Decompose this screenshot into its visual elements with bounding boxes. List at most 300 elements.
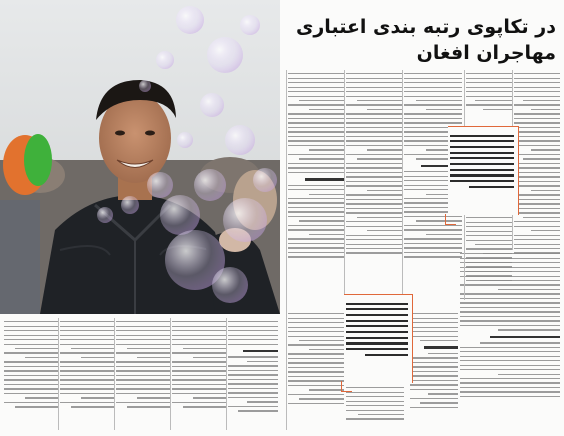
text-line [288,91,344,92]
text-line [228,370,278,371]
text-line [514,122,560,123]
text-line [346,82,402,83]
text-line [514,154,560,155]
column-divider [286,70,287,430]
text-line [346,208,402,209]
text-line [404,73,462,74]
text-line [460,320,560,321]
text-line [288,376,344,377]
text-line [116,375,170,376]
text-line [288,394,344,395]
text-line [460,311,560,312]
column-divider [58,318,59,430]
text-line [460,302,560,303]
text-line [288,207,344,208]
text-line [247,401,278,402]
text-line [514,176,560,177]
text-line [172,393,226,394]
text-line [410,389,458,390]
text-line [4,344,58,345]
text-line [4,326,58,327]
text-line [410,318,458,319]
text-line [60,393,114,394]
text-line [480,342,560,343]
text-line [71,348,114,349]
text-line [410,336,458,337]
text-line [410,375,458,376]
text-line [428,353,458,354]
text-line [410,327,458,328]
text-line [410,366,458,367]
text-line [288,318,344,319]
text-line [346,199,402,200]
headline-line-1: در تکاپوی رتبه بندی اعتباری [295,16,556,38]
text-line [4,402,58,403]
text-line [498,289,560,290]
text-line [4,388,58,389]
text-line [523,100,560,101]
text-line [466,82,512,83]
text-line [172,379,226,380]
text-line [466,78,512,79]
text-line [514,96,560,97]
text-line [288,118,344,119]
text-line [514,131,560,132]
text-line [288,104,344,105]
text-line [346,131,402,132]
text-line [228,383,278,384]
text-line [404,225,462,226]
text-line [346,248,402,249]
text-line [288,202,344,203]
text-line [116,321,170,322]
text-line [514,73,560,74]
text-line [127,406,170,407]
text-line [299,158,344,159]
text-line [228,339,278,340]
text-line [288,172,344,173]
text-line [410,331,458,332]
text-column [60,318,114,430]
text-line [60,375,114,376]
text-line [498,329,560,330]
text-line [346,212,402,213]
text-line [116,366,170,367]
text-line [460,307,560,308]
text-line [172,402,226,403]
text-line [4,321,58,322]
text-line [346,221,402,222]
text-line [172,375,226,376]
text-line [288,247,344,248]
text-line [426,234,462,235]
text-line [514,127,560,128]
text-line [346,401,404,402]
text-line [288,82,344,83]
text-line [172,366,226,367]
text-line [483,109,512,110]
text-column [288,70,344,302]
pull-quote-2 [344,294,413,383]
text-line [404,82,462,83]
text-line [346,96,402,97]
text-line [346,87,402,88]
text-line [460,351,560,352]
text-line [25,397,58,398]
text-line [460,360,560,361]
text-column [466,70,512,124]
text-line [288,211,344,212]
text-line [288,145,344,146]
text-line [309,149,344,150]
text-line [288,167,344,168]
text-line [71,406,114,407]
headline-line-2: مهاجران افغان [416,42,556,64]
text-line [288,154,344,155]
text-line [288,353,344,354]
text-line [346,145,402,146]
text-line [514,104,560,105]
text-line [60,370,114,371]
text-line [116,361,170,362]
text-line [404,122,462,123]
text-line [288,113,344,114]
text-line [346,113,402,114]
text-line [475,244,512,245]
text-line [4,384,58,385]
text-line [404,78,462,79]
text-line [460,262,560,263]
text-line [60,402,114,403]
text-line [288,140,344,141]
text-line [460,293,560,294]
text-line [531,190,560,191]
text-line [172,352,226,353]
text-line [346,239,402,240]
text-line [514,239,560,240]
text-column [346,70,402,302]
text-line [523,217,560,218]
text-line [346,405,404,406]
text-line [460,347,560,348]
text-line [60,366,114,367]
text-line [514,145,560,146]
subheading [424,346,458,348]
text-line [460,382,560,383]
text-line [466,222,512,223]
text-line [247,361,278,362]
subheading [243,350,278,352]
text-line [288,322,344,323]
text-line [172,339,226,340]
text-line [172,326,226,327]
text-line [410,371,458,372]
text-line [288,336,344,337]
text-line [367,190,402,191]
text-line [523,158,560,159]
text-line [514,208,560,209]
text-line [288,122,344,123]
text-line [288,96,344,97]
text-line [288,131,344,132]
text-line [367,109,402,110]
text-line [288,252,344,253]
text-line [137,357,170,358]
text-line [460,253,560,254]
text-line [410,362,458,363]
text-line [238,410,278,411]
text-line [172,344,226,345]
text-line [4,339,58,340]
text-line [514,185,560,186]
text-column [228,318,278,430]
subheading [490,336,560,338]
text-line [172,370,226,371]
text-line [498,374,560,375]
text-line [460,316,560,317]
text-line [480,280,560,281]
text-line [460,284,560,285]
text-line [460,396,560,397]
text-line [116,370,170,371]
text-line [288,327,344,328]
text-column [172,318,226,430]
text-line [466,87,512,88]
text-line [404,252,462,253]
pull-quote-1 [448,126,519,215]
text-line [514,194,560,195]
text-line [116,384,170,385]
text-line [404,229,462,230]
text-line [288,225,344,226]
text-line [346,78,402,79]
text-line [410,398,458,399]
text-line [404,118,462,119]
photo-illustration [0,0,280,314]
text-line [228,326,278,327]
text-line [404,238,462,239]
text-line [346,104,402,105]
text-line [357,217,402,218]
text-line [4,352,58,353]
text-line [404,113,462,114]
text-line [367,149,402,150]
text-line [116,393,170,394]
text-line [288,358,344,359]
text-line [228,379,278,380]
text-line [288,256,344,257]
column-divider [226,318,227,430]
text-line [288,198,344,199]
text-line [466,91,512,92]
text-line [228,365,278,366]
text-line [228,392,278,393]
text-line [346,172,402,173]
text-line [346,73,402,74]
text-line [404,104,462,105]
text-line [514,226,560,227]
text-line [514,167,560,168]
text-line [346,252,402,253]
text-line [346,140,402,141]
text-line [116,330,170,331]
text-line [288,216,344,217]
text-line [346,136,402,137]
text-line [288,136,344,137]
text-line [514,244,560,245]
text-line [346,122,402,123]
text-line [410,380,458,381]
text-line [60,321,114,322]
text-line [514,212,560,213]
text-line [15,348,58,349]
text-line [428,393,458,394]
text-line [514,87,560,88]
text-line [514,82,560,83]
text-line [475,100,512,101]
text-line [514,163,560,164]
text-line [116,352,170,353]
text-line [4,330,58,331]
text-column [4,318,58,430]
text-line [116,335,170,336]
text-line [404,243,462,244]
text-line [460,391,560,392]
text-line [127,348,170,349]
text-line [404,247,462,248]
text-line [299,220,344,221]
text-line [172,330,226,331]
text-line [346,185,402,186]
text-line [288,238,344,239]
text-line [25,357,58,358]
text-line [60,384,114,385]
text-line [410,357,458,358]
text-line [514,221,560,222]
text-line [288,331,344,332]
text-line [172,384,226,385]
text-line [346,176,402,177]
text-line [514,118,560,119]
text-line [4,335,58,336]
text-line [346,226,402,227]
text-line [81,357,114,358]
text-line [309,109,344,110]
text-line [193,357,226,358]
text-line [460,325,560,326]
text-line [420,402,458,403]
text-line [60,388,114,389]
text-line [460,356,560,357]
text-line [346,118,402,119]
text-line [288,385,344,386]
text-line [288,367,344,368]
text-line [357,158,402,159]
text-line [466,240,512,241]
text-line [288,403,344,404]
text-line [228,388,278,389]
text-line [514,136,560,137]
text-line [172,335,226,336]
text-line [466,104,512,105]
text-line [288,78,344,79]
text-line [172,361,226,362]
article-photo [0,0,280,314]
text-line [81,397,114,398]
headline [286,14,556,66]
text-line [228,344,278,345]
text-line [288,185,344,186]
text-line [514,91,560,92]
text-line [404,256,462,257]
text-line [466,73,512,74]
text-line [410,407,458,408]
text-line [4,366,58,367]
text-line [346,418,404,419]
text-line [346,127,402,128]
text-line [514,113,560,114]
text-line [346,244,402,245]
text-line [460,369,560,370]
text-line [346,410,404,411]
text-line [410,313,458,314]
text-line [460,387,560,388]
text-line [288,229,344,230]
text-line [460,276,560,277]
text-line [358,414,404,415]
text-line [172,388,226,389]
text-line [514,199,560,200]
text-line [60,335,114,336]
text-column [116,318,170,430]
text-line [4,375,58,376]
text-line [228,406,278,407]
text-line [416,100,462,101]
text-line [60,379,114,380]
text-line [346,235,402,236]
text-line [404,96,462,97]
text-line [346,91,402,92]
text-line [531,230,560,231]
text-line [309,349,344,350]
text-line [288,73,344,74]
text-line [309,389,344,390]
text-line [309,194,344,195]
text-line [137,397,170,398]
text-line [346,392,404,393]
text-line [60,361,114,362]
text-line [172,321,226,322]
text-line [116,379,170,380]
text-line [514,78,560,79]
text-line [410,322,458,323]
text-line [116,326,170,327]
text-line [4,379,58,380]
text-line [460,378,560,379]
text-line [514,140,560,141]
text-line [299,398,344,399]
text-line [193,397,226,398]
text-line [346,387,404,388]
text-line [116,402,170,403]
text-line [60,339,114,340]
text-line [60,352,114,353]
text-line [183,348,226,349]
text-line [466,231,512,232]
column-divider [402,70,403,300]
text-line [460,365,560,366]
text-column [346,384,404,430]
